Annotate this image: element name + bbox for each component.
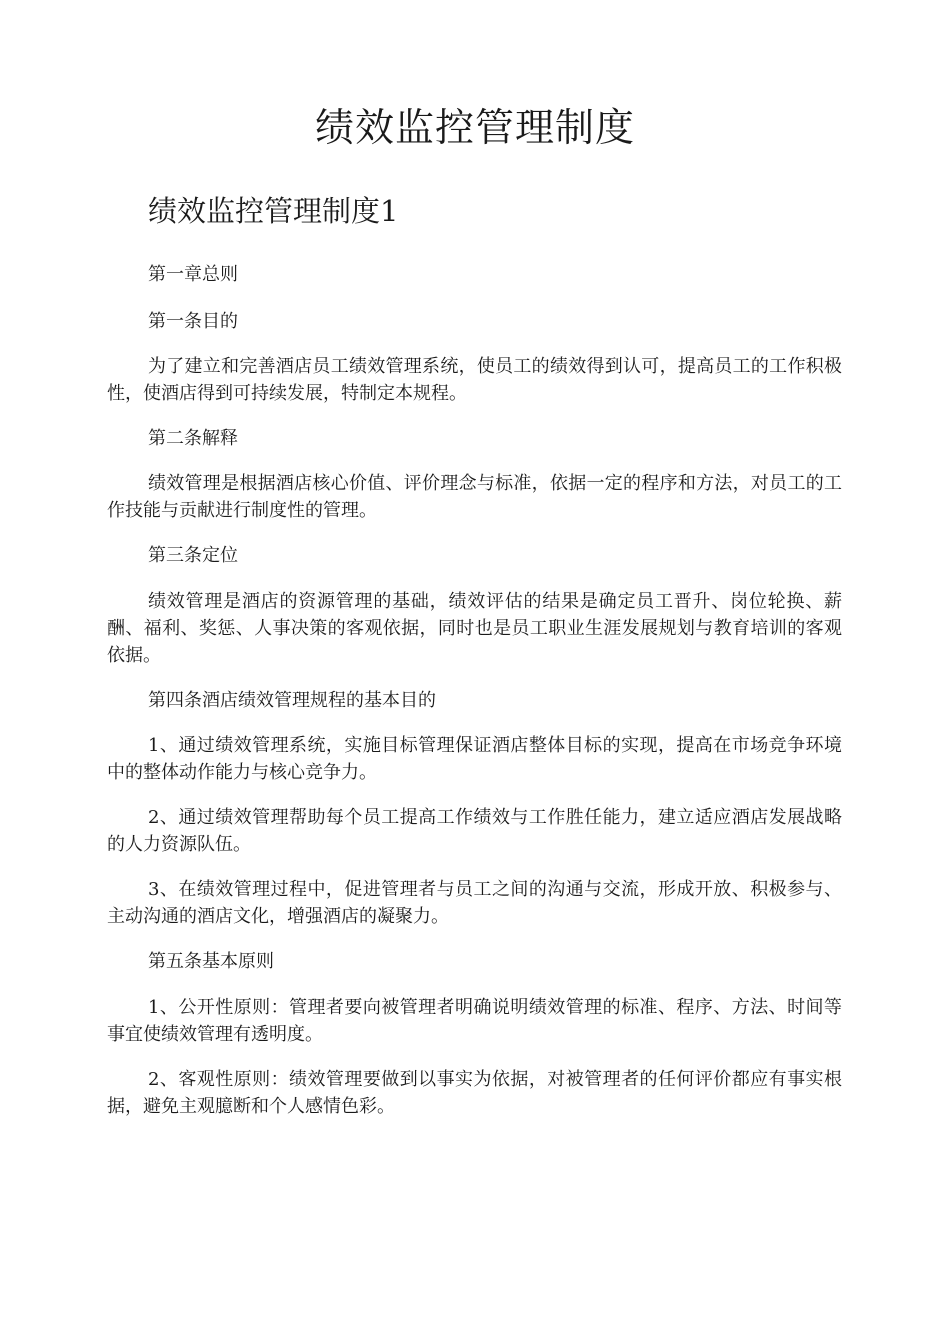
paragraph-explanation: 绩效管理是根据酒店核心价值、评价理念与标准，依据一定的程序和方法，对员工的工作技能与贡献进行制度性的管理。 (107, 473, 842, 521)
article-heading-4: 第四条酒店绩效管理规程的基本目的 (148, 690, 436, 711)
list-item-principle-1: 1、公开性原则：管理者要向被管理者明确说明绩效管理的标准、程序、方法、时间等事宜使绩效管理有透明度。 (107, 997, 842, 1045)
article-heading-2: 第二条解释 (148, 428, 238, 449)
list-item-principle-2: 2、客观性原则：绩效管理要做到以事实为依据，对被管理者的任何评价都应有事实根据，避免主观臆断和个人感情色彩。 (107, 1069, 842, 1117)
article-heading-3: 第三条定位 (148, 545, 238, 566)
chapter-heading: 第一章总则 (148, 264, 238, 285)
paragraph-positioning: 绩效管理是酒店的资源管理的基础，绩效评估的结果是确定员工晋升、岗位轮换、薪酬、福利、奖惩、人事决策的客观依据，同时也是员工职业生涯发展规划与教育培训的客观依据。 (107, 591, 842, 666)
paragraph-purpose: 为了建立和完善酒店员工绩效管理系统，使员工的绩效得到认可，提高员工的工作积极性，使酒店得到可持续发展，特制定本规程。 (107, 356, 842, 404)
article-heading-1: 第一条目的 (148, 311, 238, 332)
list-item-goal-3: 3、在绩效管理过程中，促进管理者与员工之间的沟通与交流，形成开放、积极参与、主动沟通的酒店文化，增强酒店的凝聚力。 (107, 879, 842, 927)
article-heading-5: 第五条基本原则 (148, 951, 274, 972)
document-title: 绩效监控管理制度 (314, 106, 635, 151)
list-item-goal-2: 2、通过绩效管理帮助每个员工提高工作绩效与工作胜任能力，建立适应酒店发展战略的人力资源队伍。 (107, 807, 842, 855)
list-item-goal-1: 1、通过绩效管理系统，实施目标管理保证酒店整体目标的实现，提高在市场竞争环境中的整体动作能力与核心竞争力。 (107, 735, 842, 783)
section-title: 绩效监控管理制度1 (148, 194, 399, 228)
